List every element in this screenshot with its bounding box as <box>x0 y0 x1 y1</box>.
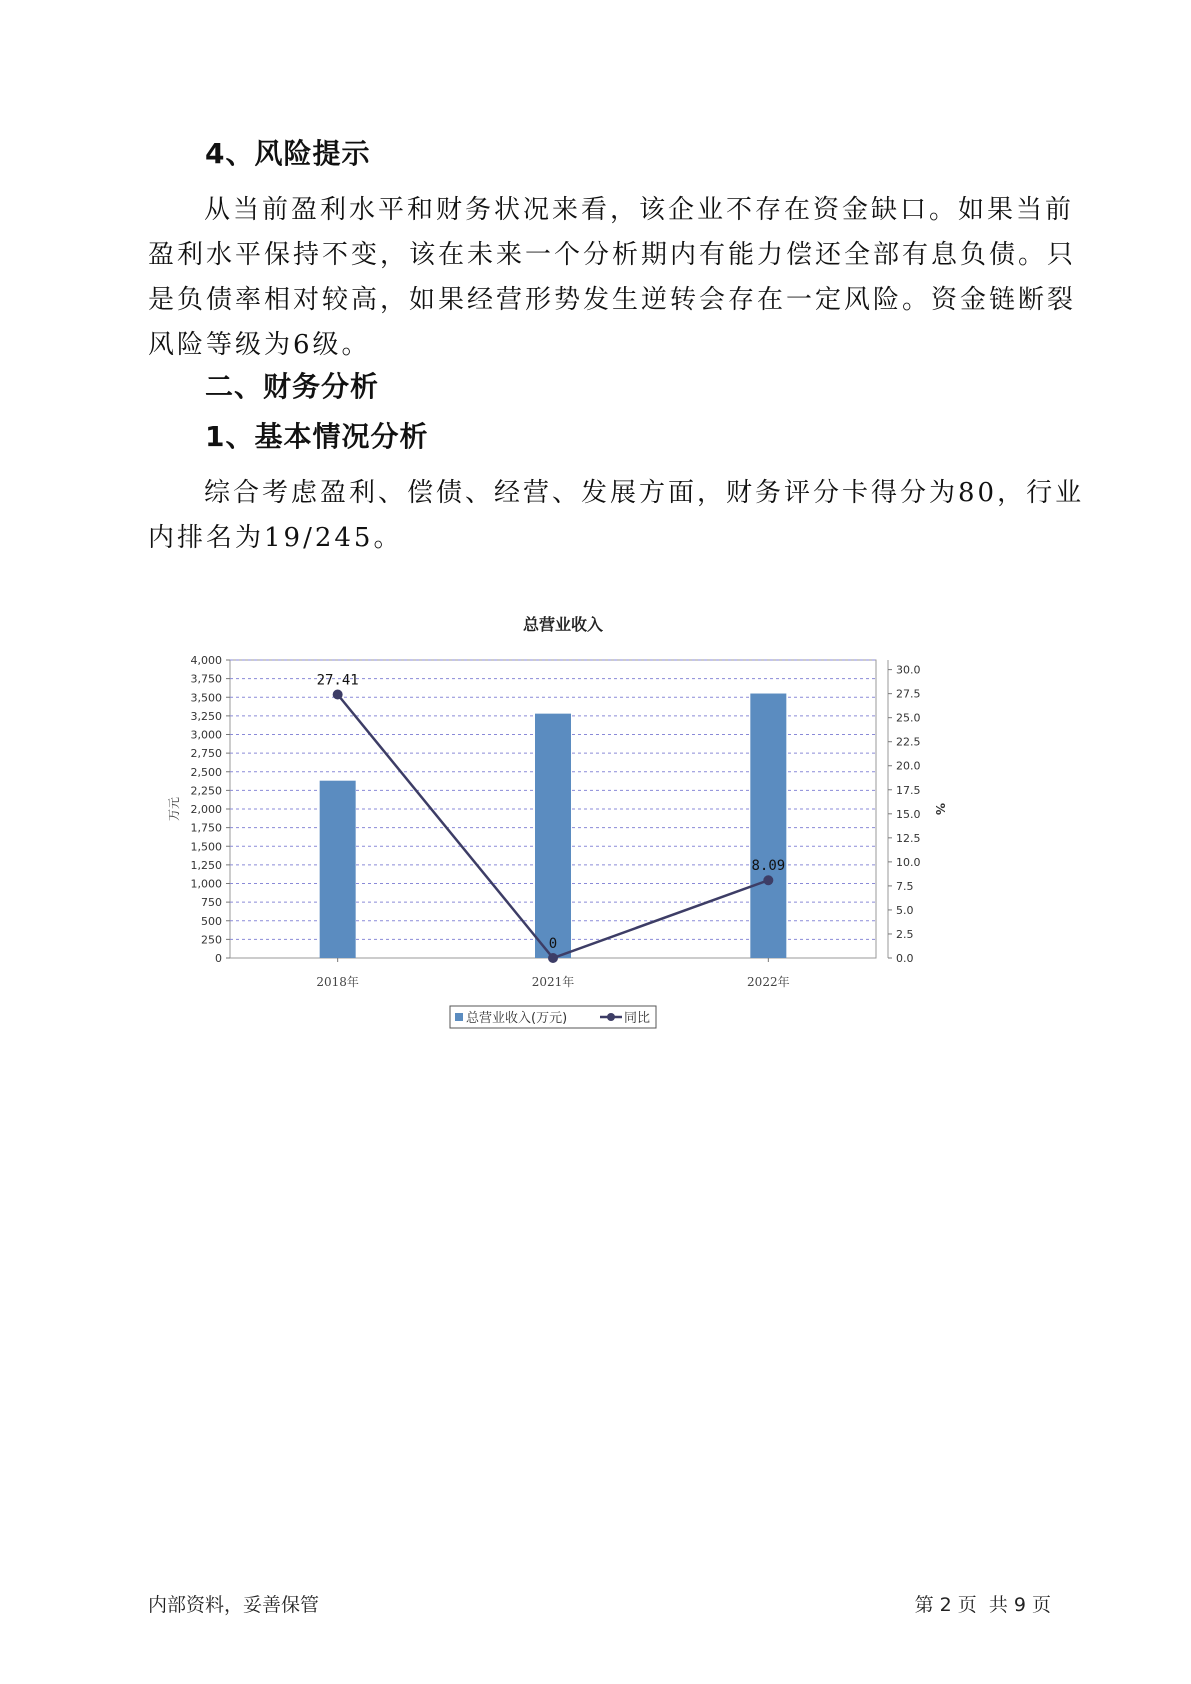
y-tick-label: 3,000 <box>190 728 222 742</box>
legend-line-marker <box>607 1013 615 1021</box>
y-tick-label: 3,750 <box>190 672 222 686</box>
y2-tick-label: 20.0 <box>896 759 921 773</box>
y2-tick-label: 5.0 <box>896 903 914 917</box>
basic-line: 内排名为19/245。 <box>148 523 403 553</box>
y-tick-label: 3,250 <box>190 709 222 723</box>
yoy-point <box>333 690 343 700</box>
y2-tick-label: 27.5 <box>896 687 921 701</box>
y2-tick-label: 10.0 <box>896 855 921 869</box>
y-tick-label: 2,250 <box>190 784 222 798</box>
y-tick-label: 2,000 <box>190 803 222 816</box>
legend-line-label: 同比 <box>624 1011 651 1026</box>
y2-tick-label: 15.0 <box>896 807 921 821</box>
y-tick-label: 2,750 <box>190 747 222 761</box>
y2-tick-label: 0.0 <box>896 952 914 965</box>
x-tick-label: 2021年 <box>531 975 575 989</box>
revenue-bar <box>320 781 356 958</box>
y-tick-label: 1,250 <box>190 858 222 872</box>
footer-confidential: 内部资料，妥善保管 <box>148 1594 320 1616</box>
revenue-bar <box>750 694 786 958</box>
y-tick-label: 500 <box>201 914 222 928</box>
risk-line: 从当前盈利水平和财务状况来看，该企业不存在资金缺口。如果当前 <box>204 195 1075 225</box>
x-tick-label: 2022年 <box>747 975 790 989</box>
risk-line: 风险等级为6级。 <box>148 330 371 360</box>
y2-tick-label: 12.5 <box>896 831 921 845</box>
revenue-chart <box>167 615 1020 1078</box>
basic-heading: 1、基本情况分析 <box>205 420 429 453</box>
y2-tick-label: 25.0 <box>896 711 921 725</box>
revenue-bar <box>535 714 571 958</box>
y-tick-label: 2,500 <box>190 765 222 779</box>
chart-title: 总营业收入 <box>522 615 604 634</box>
finance-heading: 二、财务分析 <box>205 370 380 403</box>
basic-line: 综合考虑盈利、偿债、经营、发展方面，财务评分卡得分为80，行业 <box>204 478 1085 508</box>
risk-line: 盈利水平保持不变，该在未来一个分析期内有能力偿还全部有息负债。只 <box>148 240 1077 270</box>
revenue-chart-svg <box>167 615 1020 1078</box>
y-axis-label: 万元 <box>167 796 181 822</box>
basic-paragraph <box>148 471 1085 561</box>
yoy-data-label: 27.41 <box>316 672 359 689</box>
y-tick-label: 3,500 <box>190 691 222 705</box>
y2-axis-label: % <box>933 802 947 816</box>
y-tick-label: 1,500 <box>190 840 222 854</box>
y-tick-label: 750 <box>201 896 222 910</box>
risk-heading: 4、风险提示 <box>205 137 371 170</box>
risk-line: 是负债率相对较高，如果经营形势发生逆转会存在一定风险。资金链断裂 <box>148 285 1077 315</box>
yoy-data-label: 0 <box>548 936 558 952</box>
y2-tick-label: 7.5 <box>896 879 914 893</box>
y2-tick-label: 22.5 <box>896 735 921 749</box>
yoy-point <box>548 953 558 963</box>
y-tick-label: 1,750 <box>190 821 222 835</box>
yoy-data-label: 8.09 <box>751 858 786 875</box>
y2-tick-label: 17.5 <box>896 783 921 797</box>
y2-tick-label: 2.5 <box>896 927 914 941</box>
risk-paragraph <box>148 188 1077 368</box>
x-tick-label: 2018年 <box>316 975 359 989</box>
legend-bar-label: 总营业收入(万元) <box>466 1011 568 1026</box>
footer-page-number: 第 2 页 共 9 页 <box>914 1594 1051 1616</box>
yoy-point <box>763 875 773 885</box>
y-tick-label: 250 <box>201 933 222 947</box>
y-tick-label: 1,000 <box>190 877 222 891</box>
y2-tick-label: 30.0 <box>896 663 921 677</box>
y-tick-label: 0 <box>215 952 222 965</box>
legend-bar-swatch <box>455 1013 463 1021</box>
y-tick-label: 4,000 <box>190 654 222 667</box>
